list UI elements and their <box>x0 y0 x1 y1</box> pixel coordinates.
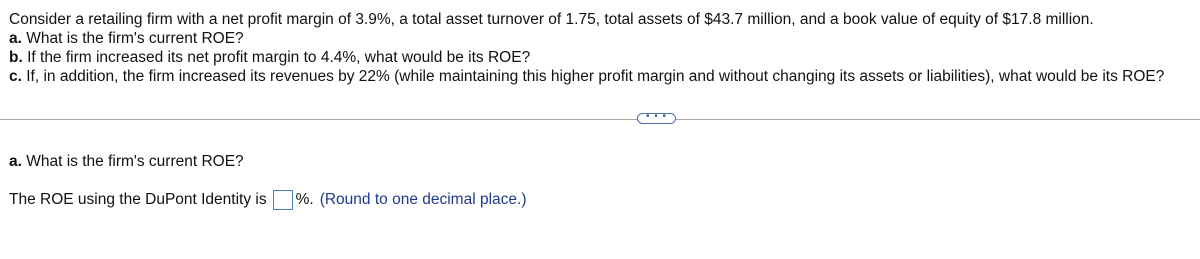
answer-row <box>9 188 527 212</box>
question-part-a <box>9 29 1194 48</box>
percent-unit: %. <box>295 191 314 208</box>
question-part-b <box>9 48 1194 67</box>
part-text: If the firm increased its net profit margin to 4.4%, what would be its ROE? <box>22 49 531 66</box>
current-part-heading <box>9 152 244 171</box>
section-divider <box>0 119 1200 120</box>
roe-answer-input[interactable] <box>273 190 293 210</box>
part-label: b. <box>9 49 23 66</box>
part-text: What is the firm's current ROE? <box>21 153 244 170</box>
expand-more-button[interactable]: • • • <box>637 113 676 124</box>
question-text <box>9 10 1194 86</box>
part-text: What is the firm's current ROE? <box>21 30 244 47</box>
rounding-hint: (Round to one decimal place.) <box>319 191 527 208</box>
part-text: If, in addition, the firm increased its revenues by 22% (while maintaining this higher profit margin and without changing its assets or liabilities), what would be its ROE? <box>21 68 1165 85</box>
part-label: c. <box>9 68 22 85</box>
part-label: a. <box>9 153 22 170</box>
question-intro: Consider a retailing firm with a net profit margin of 3.9%, a total asset turnover of 1.75, total assets of $43.7 million, and a book value of equity of $17.8 million. <box>9 11 1094 28</box>
answer-prompt: The ROE using the DuPont Identity is <box>9 191 267 208</box>
part-label: a. <box>9 30 22 47</box>
question-part-c <box>9 67 1194 86</box>
